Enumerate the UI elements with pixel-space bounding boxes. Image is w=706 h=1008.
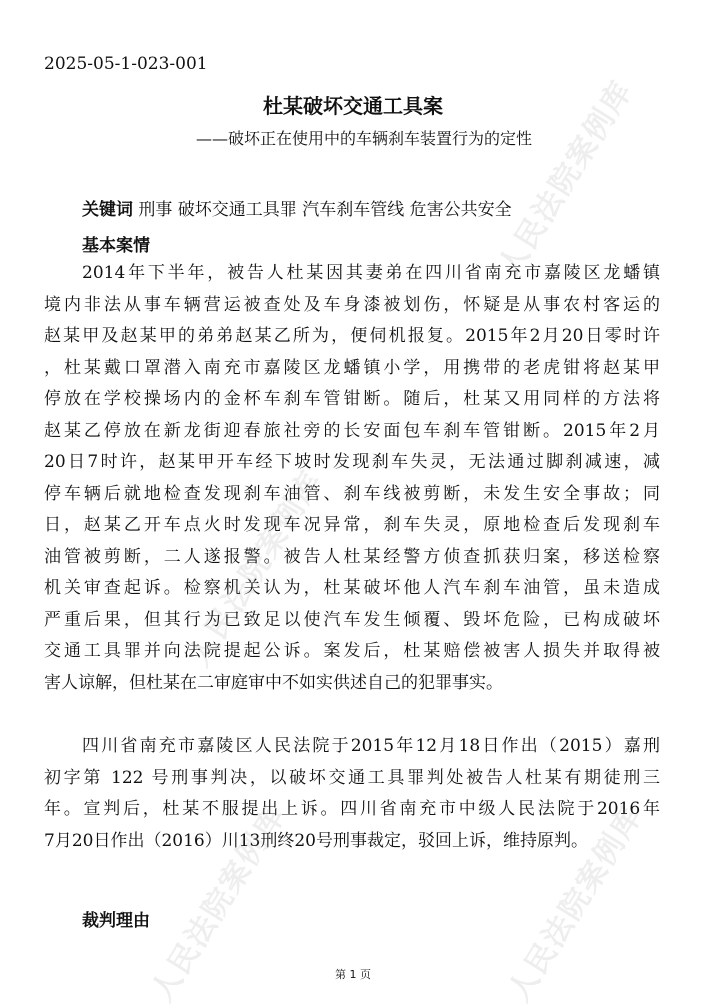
paragraph-line: 油管被剪断，二人遂报警。被告人杜某经警方侦查抓获归案，移送检察 [44, 546, 660, 567]
paragraph-line: 20日7时许，赵某甲开车经下坡时发现刹车失灵，无法通过脚刹减速，减 [44, 452, 660, 472]
document-id: 2025-05-1-023-001 [44, 54, 208, 74]
paragraph-line: 年。宣判后，杜某不服提出上诉。四川省南充市中级人民法院于2016年 [44, 799, 660, 819]
paragraph-line: 日，赵某乙开车点火时发现车况异常，刹车失灵，原地检查后发现刹车 [44, 515, 660, 535]
document-title: 杜某破坏交通工具案 [263, 94, 443, 118]
keywords-label: 关键词 [82, 200, 133, 220]
paragraph-line: ，杜某戴口罩潜入南充市嘉陵区龙蟠镇小学，用携带的老虎钳将赵某甲 [44, 357, 660, 378]
paragraph-line: 严重后果，但其行为已致足以使汽车发生倾覆、毁坏危险，已构成破坏 [44, 609, 660, 630]
document-subtitle: ——破坏正在使用中的车辆刹车装置行为的定性 [196, 129, 533, 148]
watermark: 人民法院案例库 [181, 464, 331, 673]
paragraph-case-facts [44, 258, 660, 699]
paragraph-line: 机关审查起诉。检察机关认为，杜某破坏他人汽车刹车油管，虽未造成 [44, 578, 660, 598]
page-number: 第 1 页 [335, 968, 371, 981]
paragraph-line: 7月20日作出（2016）川13刑终20号刑事裁定，驳回上诉，维持原判。 [44, 830, 588, 851]
paragraph-line: 停车辆后就地检查发现刹车油管、刹车线被剪断，未发生安全事故；同 [44, 483, 660, 504]
paragraph-line: 四川省南充市嘉陵区人民法院于2015年12月18日作出（2015）嘉刑 [82, 736, 660, 756]
paragraph-line: 初字第 122 号刑事判决，以破坏交通工具罪判处被告人杜某有期徒刑三 [44, 767, 660, 788]
paragraph-judgment-history [44, 731, 660, 857]
keywords-line [82, 195, 512, 220]
paragraph-line: 赵某乙停放在新龙街迎春旅社旁的长安面包车刹车管钳断。2015年2月 [44, 420, 660, 441]
section-heading-reasoning: 裁判理由 [82, 911, 150, 931]
paragraph-line: 害人谅解，但杜某在二审庭审中不如实供述自己的犯罪事实。 [44, 672, 503, 693]
watermark: 人民法院案例库 [491, 74, 641, 283]
watermark: 人民法院案例库 [144, 799, 294, 1008]
keywords-text: 刑事 破坏交通工具罪 汽车刹车管线 危害公共安全 [138, 200, 512, 220]
paragraph-line: 境内非法从事车辆营运被查处及车身漆被划伤，怀疑是从事农村客运的 [44, 294, 660, 315]
watermark: 人民法院案例库 [501, 799, 651, 1008]
paragraph-line: 停放在学校操场内的金杯车刹车管钳断。随后，杜某又用同样的方法将 [44, 389, 660, 409]
paragraph-line: 交通工具罪并向法院提起公诉。案发后，杜某赔偿被害人损失并取得被 [44, 641, 660, 661]
paragraph-line: 赵某甲及赵某甲的弟弟赵某乙所为，便伺机报复。2015年2月20日零时许 [44, 326, 660, 346]
section-heading-basic-facts: 基本案情 [82, 236, 150, 256]
paragraph-line: 2014年下半年，被告人杜某因其妻弟在四川省南充市嘉陵区龙蟠镇 [82, 263, 660, 283]
